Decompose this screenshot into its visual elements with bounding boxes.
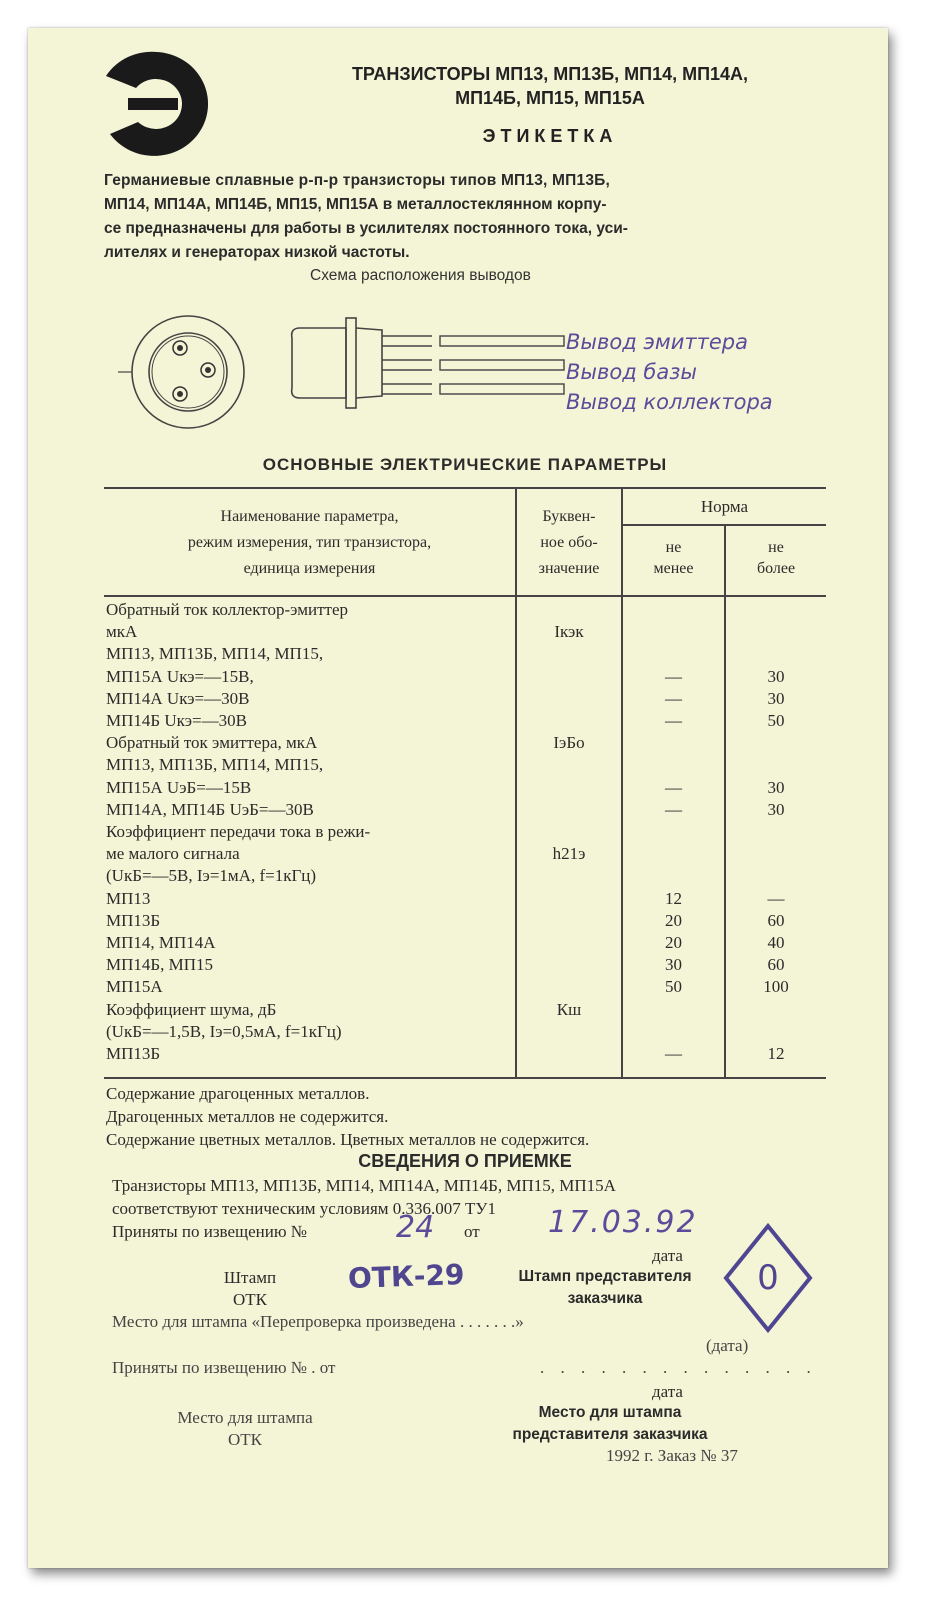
table-cell-param: Коэффициент передачи тока в режи- bbox=[106, 822, 371, 841]
table-cell-param: Обратный ток коллектор-эмиттер bbox=[106, 600, 349, 619]
table-header-rule bbox=[104, 595, 826, 597]
manufacturer-logo bbox=[98, 48, 216, 160]
table-cell-min: — bbox=[665, 778, 682, 797]
table-cell-param: МП15А bbox=[106, 977, 163, 996]
pinout-side-view bbox=[290, 306, 570, 426]
table-cell-min: — bbox=[665, 689, 682, 708]
place-rep-1: Место для штампа bbox=[538, 1404, 682, 1421]
table-cell-min: 12 bbox=[665, 889, 682, 908]
recheck-line: Место для штампа «Перепроверка произведена . . . . . . .» bbox=[112, 1312, 524, 1331]
label-heading: ЭТИКЕТКА bbox=[482, 126, 618, 146]
col-header-symbol-2: ное обо- bbox=[540, 534, 598, 551]
metals-line-1: Содержание драгоценных металлов. bbox=[106, 1084, 370, 1103]
table-bottom-rule bbox=[104, 1077, 826, 1079]
title-line-2: МП14Б, МП15, МП15А bbox=[455, 88, 645, 108]
table-cell-param: (UкБ=—1,5В, Iэ=0,5мА, f=1кГц) bbox=[106, 1022, 342, 1041]
table-cell-max: 50 bbox=[767, 711, 785, 730]
pin-label-base: Вывод базы bbox=[566, 360, 697, 384]
table-cell-param: МП15А Uкэ=—15В, bbox=[106, 667, 254, 686]
otk-stamp-mark: ОТК-29 bbox=[347, 1257, 465, 1296]
table-cell-param: Обратный ток эмиттера, мкА bbox=[106, 733, 318, 752]
pinout-bottom-view bbox=[118, 310, 268, 440]
table-cell-min: 20 bbox=[665, 933, 682, 952]
table-cell-max: 100 bbox=[763, 977, 789, 996]
table-cell-symbol: h21э bbox=[552, 844, 586, 863]
table-cell-max: 30 bbox=[767, 800, 785, 819]
table-cell-min: 30 bbox=[665, 955, 682, 974]
col-header-max-2: более bbox=[756, 560, 796, 577]
table-cell-min: — bbox=[665, 1044, 682, 1063]
col-header-max-1: не bbox=[768, 539, 784, 556]
table-cell-max: 60 bbox=[767, 955, 785, 974]
col-header-param-2: режим измерения, тип транзистора, bbox=[187, 534, 432, 551]
table-cell-max: 30 bbox=[767, 689, 785, 708]
col-header-norm: Норма bbox=[700, 497, 749, 516]
table-cell-param: МП13 bbox=[106, 889, 151, 908]
stamp-otk-label-1: Штамп bbox=[223, 1268, 277, 1287]
intro-line-1: Германиевые сплавные р-п-р транзисторы типов МП13, МП13Б, bbox=[104, 172, 610, 189]
table-cell-max: 60 bbox=[767, 911, 785, 930]
table-cell-param: МП14Б, МП15 bbox=[106, 955, 214, 974]
table-cell-param: МП14Б Uкэ=—30В bbox=[106, 711, 247, 730]
col-header-param-3: единица измерения bbox=[243, 560, 376, 577]
recheck-date-caption: (дата) bbox=[706, 1336, 749, 1355]
pinout-title: Схема расположения выводов bbox=[310, 267, 531, 284]
table-top-rule bbox=[104, 487, 826, 489]
col-header-min-1: не bbox=[665, 539, 682, 556]
table-cell-param: МП14, МП14А bbox=[106, 933, 216, 952]
place-otk-1: Место для штампа bbox=[177, 1408, 313, 1427]
intro-line-3: се предназначены для работы в усилителях постоянного тока, уси- bbox=[104, 220, 628, 237]
table-norm-rule bbox=[621, 524, 826, 526]
accepted-notice-label: Приняты по извещению № bbox=[112, 1222, 308, 1241]
col-header-symbol-1: Буквен- bbox=[542, 508, 596, 525]
table-cell-param: МП13Б bbox=[106, 911, 161, 930]
table-cell-symbol: Кш bbox=[556, 1000, 582, 1019]
intro-line-2: МП14, МП14А, МП14Б, МП15, МП15А в металлостеклянном корпу- bbox=[104, 196, 607, 213]
pin-label-emitter: Вывод эмиттера bbox=[566, 330, 749, 354]
table-cell-symbol: Iкэк bbox=[554, 622, 584, 641]
table-cell-max: — bbox=[767, 889, 785, 908]
intro-line-4: лителях и генераторах низкой частоты. bbox=[104, 244, 410, 261]
table-cell-param: МП15А UэБ=—15В bbox=[106, 778, 252, 797]
place-otk-2: ОТК bbox=[228, 1430, 262, 1449]
pin-label-collector: Вывод коллектора bbox=[566, 390, 773, 414]
table-cell-max: 30 bbox=[767, 778, 785, 797]
date-caption-2: дата bbox=[652, 1382, 683, 1401]
stamp-rep-label-1: Штамп представителя bbox=[518, 1268, 692, 1285]
table-cell-param: МП13, МП13Б, МП14, МП15, bbox=[106, 644, 324, 663]
table-cell-param: МП14А Uкэ=—30В bbox=[106, 689, 250, 708]
table-cell-min: — bbox=[665, 711, 682, 730]
table-cell-param: ме малого сигнала bbox=[106, 844, 240, 863]
footer-order: 1992 г. Заказ № 37 bbox=[606, 1446, 738, 1465]
metals-line-2: Драгоценных металлов не содержится. bbox=[106, 1107, 389, 1126]
accepted-notice-number: 24 bbox=[396, 1210, 435, 1245]
col-header-symbol-3: значение bbox=[538, 560, 600, 577]
table-cell-min: — bbox=[665, 667, 682, 686]
table-cell-param: МП13, МП13Б, МП14, МП15, bbox=[106, 755, 324, 774]
acceptance-title: СВЕДЕНИЯ О ПРИЕМКЕ bbox=[358, 1151, 572, 1171]
accepted-date: 17.03.92 bbox=[548, 1205, 698, 1240]
table-cell-max: 40 bbox=[767, 933, 785, 952]
col-header-param-1: Наименование параметра, bbox=[220, 508, 399, 525]
metals-line-3: Содержание цветных металлов. Цветных металлов не содержится. bbox=[106, 1130, 590, 1149]
acceptance-line-1: Транзисторы МП13, МП13Б, МП14, МП14А, МП14Б, МП15, МП15А bbox=[112, 1176, 616, 1195]
accepted-notice-2: Приняты по извещению № . от bbox=[112, 1358, 336, 1377]
date-caption: дата bbox=[652, 1246, 683, 1265]
table-cell-max: 30 bbox=[767, 667, 785, 686]
col-header-min-2: менее bbox=[653, 560, 694, 577]
table-cell-max: 12 bbox=[767, 1044, 785, 1063]
acceptance-line-2: соответствуют техническим условиям 0.336.007 ТУ1 bbox=[112, 1199, 496, 1218]
table-cell-param: мкА bbox=[106, 622, 138, 641]
title-line-1: ТРАНЗИСТОРЫ МП13, МП13Б, МП14, МП14А, bbox=[351, 64, 749, 84]
accepted-from-label: от bbox=[464, 1222, 480, 1241]
table-cell-param: МП14А, МП14Б UэБ=—30В bbox=[106, 800, 314, 819]
table-cell-min: 50 bbox=[665, 977, 682, 996]
table-cell-param: МП13Б bbox=[106, 1044, 161, 1063]
table-cell-min: — bbox=[665, 800, 682, 819]
table-cell-symbol: IэБо bbox=[553, 733, 585, 752]
table-cell-min: 20 bbox=[665, 911, 682, 930]
date-dots-2: . . . . . . . . . . . . . . bbox=[540, 1358, 817, 1377]
customer-stamp-mark: 0 bbox=[757, 1258, 779, 1298]
params-title: ОСНОВНЫЕ ЭЛЕКТРИЧЕСКИЕ ПАРАМЕТРЫ bbox=[262, 455, 668, 474]
table-cell-param: (UкБ=—5В, Iэ=1мА, f=1кГц) bbox=[106, 866, 317, 885]
stamp-rep-label-2: заказчика bbox=[567, 1290, 643, 1307]
stamp-otk-label-2: ОТК bbox=[233, 1290, 267, 1309]
table-cell-param: Коэффициент шума, дБ bbox=[106, 1000, 277, 1019]
place-rep-2: представителя заказчика bbox=[512, 1426, 708, 1443]
